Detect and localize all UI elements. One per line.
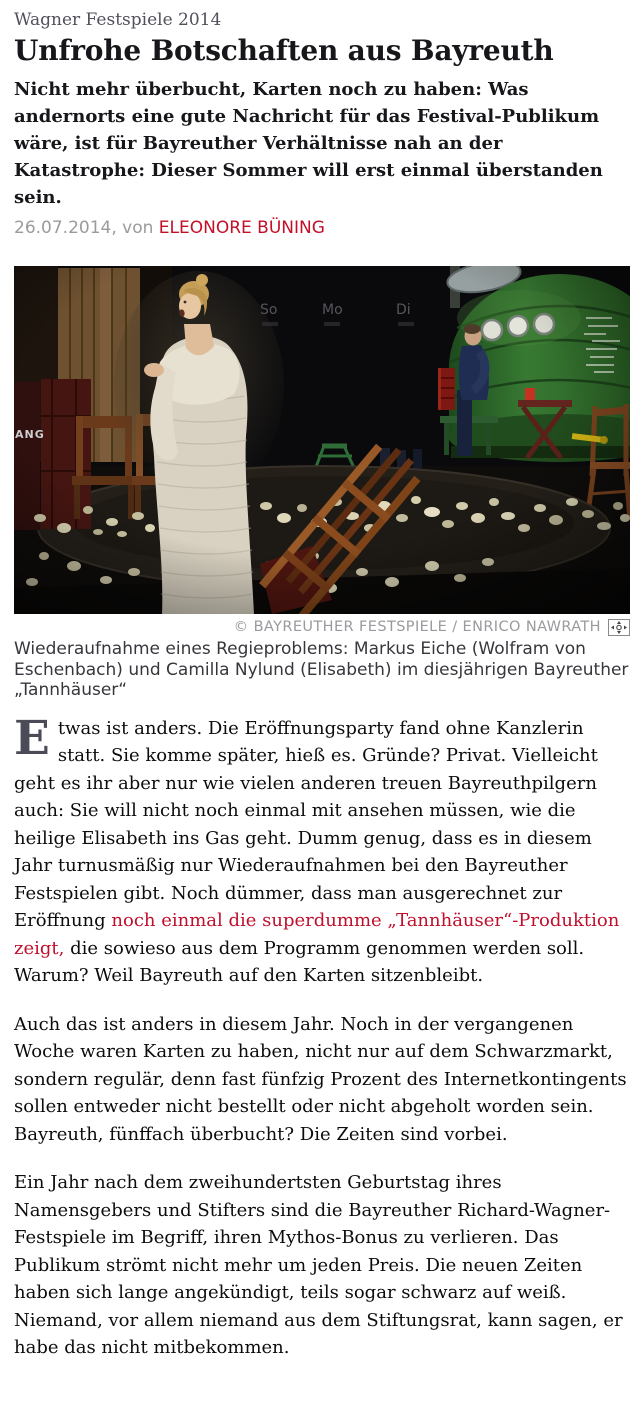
article-body [14, 710, 630, 1362]
vignette [14, 266, 630, 614]
tannhaeuser-production-link[interactable]: noch einmal die superdumme „Tannhäuser“-Produktion zeigt, [14, 910, 620, 959]
lead-paragraph: Nicht mehr überbucht, Karten noch zu haben: Was andernorts eine gute Nachricht für das Festival-Publikum wäre, ist für Bayreuther Verhältnisse nah an der Katastrophe: Dieser Sommer will erst einmal überstanden sein. [14, 79, 603, 208]
photo-caption: Wiederaufnahme eines Regieproblems: Markus Eiche (Wolfram von Eschenbach) und Camilla Nylund (Elisabeth) im diesjährigen Bayreuther „Tannhäuser“ [14, 639, 629, 700]
byline [14, 218, 630, 238]
body-paragraph-2: Auch das ist anders in diesem Jahr. Noch in der vergangenen Woche waren Karten zu haben, nicht nur auf dem Schwarzmarkt, sondern regulär, denn fast fünfzig Prozent des Internetkontingents sollen entweder nicht bestellt oder nicht abgeholt worden sein. Bayreuth, fünffach überbucht? Die Zeiten sind vorbei. [14, 1013, 627, 1145]
stage-photo [14, 266, 630, 614]
kicker: Wagner Festspiele 2014 [14, 10, 222, 30]
paragraph-text-before-link: twas ist anders. Die Eröffnungsparty fand ohne Kanzlerin statt. Sie komme später, hieß es. Gründe? Privat. Vielleicht geht es ihr aber nur wie vielen anderen treuen Bayreuthpilgern auch: Sie will nicht noch einmal mit ansehen müssen, wie die heilige Elisabeth ins Gas geht. Dumm genug, dass es in diesem Jahr turnusmäßig nur Wiederaufnahmen bei den Bayreuther Festspielen gibt. Noch dümmer, dass man ausgerechnet zur Eröffnung [14, 717, 598, 931]
body-paragraph-1 [14, 710, 630, 990]
photo-credit: © BAYREUTHER FESTSPIELE / ENRICO NAWRATH [233, 619, 601, 635]
paragraph-text-after-link: die sowieso aus dem Programm genommen werden soll. Warum? Weil Bayreuth auf den Karten sitzenbleibt. [14, 937, 585, 986]
body-paragraph-3: Ein Jahr nach dem zweihundertsten Geburtstag ihres Namensgebers und Stifters sind die Bayreuther Richard-Wagner-Festspiele im Begriff, ihren Mythos-Bonus zu verlieren. Das Publikum strömt nicht mehr um jeden Preis. Die neuen Zeiten haben sich lange angekündigt, teils sogar schwarz auf weiß. Niemand, vor allem niemand aus dem Stiftungsrat, kann sagen, er habe das nicht mitbekommen. [14, 1172, 623, 1358]
stage-photo-illustration [14, 266, 630, 614]
publish-date: 26.07.2014, von [14, 218, 159, 238]
page-title: Unfrohe Botschaften aus Bayreuth [14, 34, 554, 67]
drop-cap: E [14, 710, 50, 766]
credit-row [14, 618, 630, 636]
author-link[interactable]: ELEONORE BÜNING [158, 218, 325, 238]
expand-icon[interactable] [608, 619, 630, 636]
article-figure [14, 266, 630, 701]
